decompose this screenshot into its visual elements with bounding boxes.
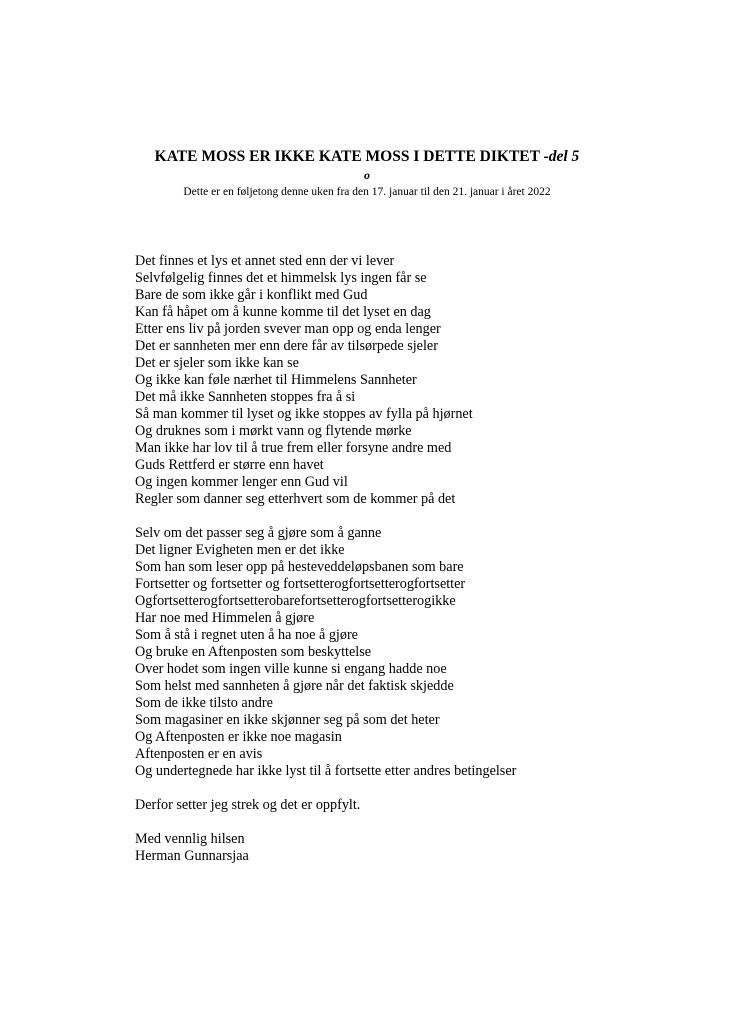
poem-line: Ogfortsetterogfortsetterobarefortsetterogfortsetterogikke (135, 593, 456, 609)
poem-line: Og undertegnede har ikke lyst til å fortsette etter andres betingelser (135, 763, 517, 779)
poem-line: Og druknes som i mørkt vann og flytende mørke (135, 423, 412, 439)
title-part-label: -del 5 (543, 148, 580, 165)
poem-line: Guds Rettferd er større enn havet (135, 457, 324, 473)
poem-line: Aftenposten er en avis (135, 746, 263, 762)
poem-line: Selv om det passer seg å gjøre som å ganne (135, 525, 382, 541)
poem-line: Så man kommer til lyset og ikke stoppes av fylla på hjørnet (135, 406, 473, 422)
poem-line: Som å stå i regnet uten å ha noe å gjøre (135, 627, 358, 643)
stanza-3 (135, 797, 695, 814)
document-title (0, 148, 734, 166)
signature-block (135, 831, 695, 865)
poem-line: Som han som leser opp på hesteveddeløpsbanen som bare (135, 559, 464, 575)
poem-line: Man ikke har lov til å true frem eller forsyne andre med (135, 440, 452, 456)
poem-line: Og Aftenposten er ikke noe magasin (135, 729, 342, 745)
closing-greeting: Med vennlig hilsen (135, 831, 245, 847)
poem-line: Over hodet som ingen ville kunne si engang hadde noe (135, 661, 447, 677)
stanza-1 (135, 253, 695, 508)
poem-line: Det er sannheten mer enn dere får av tilsørpede sjeler (135, 338, 438, 354)
document-subtitle: Dette er en føljetong denne uken fra den 17. januar til den 21. januar i året 2022 (183, 186, 551, 198)
poem-line: Fortsetter og fortsetter og fortsetterogfortsetterogfortsetter (135, 576, 466, 592)
poem-line: Som helst med sannheten å gjøre når det faktisk skjedde (135, 678, 454, 694)
poem-line: Som de ikke tilsto andre (135, 695, 273, 711)
poem-line: Og bruke en Aftenposten som beskyttelse (135, 644, 372, 660)
poem-line: Selvfølgelig finnes det et himmelsk lys ingen får se (135, 270, 427, 286)
poem-line: Regler som danner seg etterhvert som de kommer på det (135, 491, 456, 507)
poem-line: Og ingen kommer lenger enn Gud vil (135, 474, 348, 490)
poem-line: Derfor setter jeg strek og det er oppfylt. (135, 797, 361, 813)
stanza-2 (135, 525, 695, 780)
poem-line: Det er sjeler som ikke kan se (135, 355, 299, 371)
poem-line: Og ikke kan føle nærhet til Himmelens Sannheter (135, 372, 417, 388)
poem-line: Det må ikke Sannheten stoppes fra å si (135, 389, 356, 405)
poem-line: Har noe med Himmelen å gjøre (135, 610, 315, 626)
title-mark: o (364, 168, 370, 182)
author-name: Herman Gunnarsjaa (135, 848, 249, 864)
poem-line: Bare de som ikke går i konflikt med Gud (135, 287, 368, 303)
poem-body (135, 253, 695, 882)
poem-line: Det finnes et lys et annet sted enn der vi lever (135, 253, 395, 269)
poem-line: Etter ens liv på jorden svever man opp og enda lenger (135, 321, 441, 337)
title-text: KATE MOSS ER IKKE KATE MOSS I DETTE DIKTET (154, 148, 540, 165)
poem-line: Som magasiner en ikke skjønner seg på som det heter (135, 712, 440, 728)
poem-line: Kan få håpet om å kunne komme til det lyset en dag (135, 304, 431, 320)
poem-line: Det ligner Evigheten men er det ikke (135, 542, 345, 558)
